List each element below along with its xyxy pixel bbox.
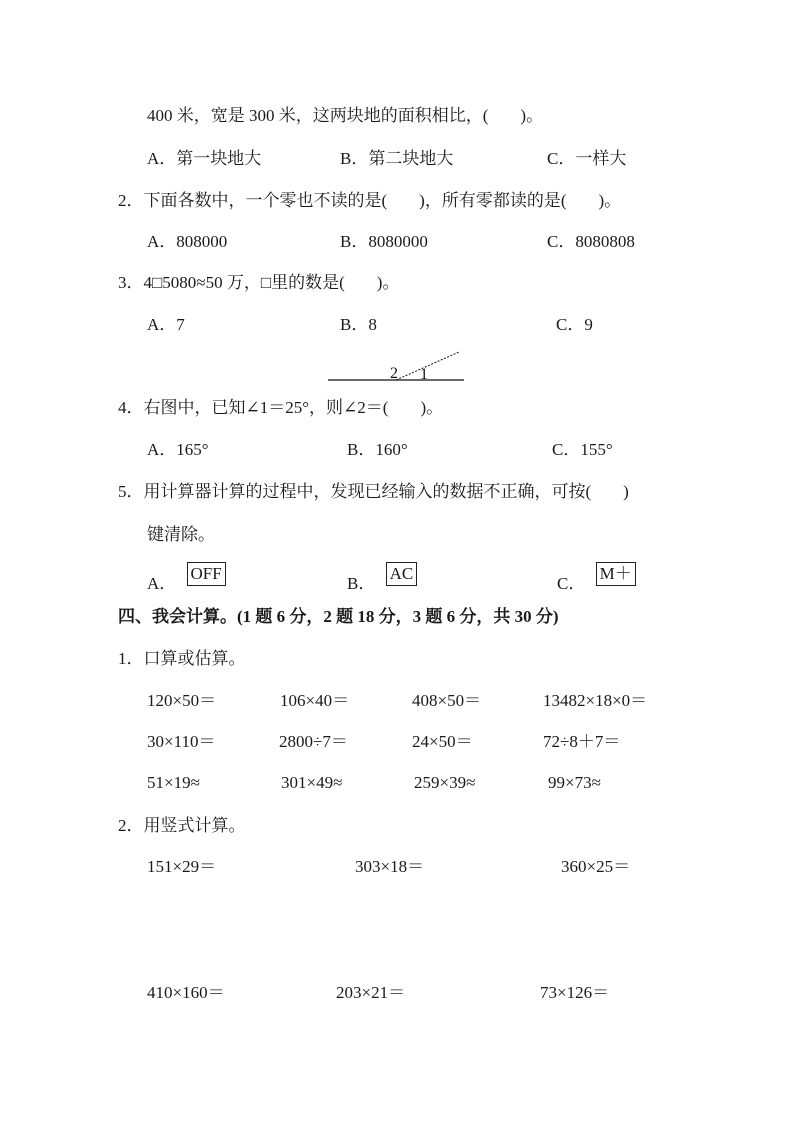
part2-item: 203×21＝ [336, 983, 406, 1002]
part2-item: 73×126＝ [540, 983, 610, 1002]
part1-item: 2800÷7＝ [279, 732, 348, 751]
q3-option-b[interactable]: B．8 [340, 315, 377, 334]
part1-title: 1．口算或估算。 [118, 649, 246, 668]
part2-item: 410×160＝ [147, 983, 225, 1002]
part1-item: 30×110＝ [147, 732, 216, 751]
q4-text-a: 右图中，已知∠1＝25°，则∠2＝( [143, 398, 389, 417]
q4-option-a[interactable]: A．165° [147, 440, 209, 459]
question-3 [118, 273, 399, 293]
q4-option-c[interactable]: C．155° [552, 440, 613, 459]
part1-item: 51×19≈ [147, 773, 200, 792]
q1-continuation [147, 106, 543, 126]
q2-text-c: )。 [598, 191, 622, 210]
q1-text-end: )。 [520, 106, 544, 125]
q3-text-b: )。 [376, 273, 400, 292]
q5-text-a: 用计算器计算的过程中，发现已经输入的数据不正确，可按( [143, 482, 592, 501]
question-number: 2． [118, 191, 144, 210]
option-prefix: B． [347, 574, 376, 593]
question-number: 4． [118, 398, 144, 417]
q3-option-c[interactable]: C．9 [556, 315, 593, 334]
key-mplus-icon: M＋ [596, 562, 636, 586]
q2-text-b: )，所有零都读的是( [419, 191, 567, 210]
part1-item: 72÷8＋7＝ [543, 732, 621, 751]
q4-text-b: )。 [420, 398, 444, 417]
q1-text: 400 米，宽是 300 米，这两块地的面积相比，( [147, 106, 489, 125]
q2-option-c[interactable]: C．8080808 [547, 232, 635, 251]
q5-text-b: ) [623, 482, 629, 501]
part1-item: 120×50＝ [147, 691, 217, 710]
part2-item: 303×18＝ [355, 857, 425, 876]
part1-item: 259×39≈ [414, 773, 476, 792]
q5-option-a[interactable] [147, 564, 226, 593]
q2-option-a[interactable]: A．808000 [147, 232, 228, 251]
q1-option-b[interactable]: B．第二块地大 [340, 149, 454, 168]
q2-text-a: 下面各数中，一个零也不读的是( [143, 191, 388, 210]
q5-option-c[interactable] [557, 564, 636, 593]
key-off-icon: OFF [187, 562, 226, 586]
angle-label-1: 1 [420, 366, 428, 383]
part2-title: 2．用竖式计算。 [118, 816, 246, 835]
q5-text-line2: 键清除。 [147, 525, 215, 544]
angle-label-2: 2 [390, 365, 398, 382]
q1-option-a[interactable]: A．第一块地大 [147, 149, 262, 168]
question-number: 3． [118, 273, 144, 292]
q3-option-a[interactable]: A．7 [147, 315, 185, 334]
q1-option-c[interactable]: C．一样大 [547, 149, 627, 168]
question-5 [118, 482, 629, 502]
part2-item: 151×29＝ [147, 857, 217, 876]
part2-item: 360×25＝ [561, 857, 631, 876]
angle-figure [326, 348, 468, 384]
option-prefix: A． [147, 574, 177, 593]
q2-option-b[interactable]: B．8080000 [340, 232, 428, 251]
part1-item: 106×40＝ [280, 691, 350, 710]
part1-item: 301×49≈ [281, 773, 343, 792]
part1-item: 408×50＝ [412, 691, 482, 710]
part1-item: 99×73≈ [548, 773, 601, 792]
q4-option-b[interactable]: B．160° [347, 440, 408, 459]
question-2 [118, 191, 621, 211]
part1-item: 24×50＝ [412, 732, 473, 751]
question-number: 5． [118, 482, 144, 501]
section-heading: 四、我会计算。(1 题 6 分，2 题 18 分，3 题 6 分，共 30 分) [118, 607, 559, 626]
part1-item: 13482×18×0＝ [543, 691, 648, 710]
question-4 [118, 398, 443, 418]
q5-option-b[interactable] [347, 564, 417, 593]
key-ac-icon: AC [386, 562, 418, 586]
option-prefix: C． [557, 574, 586, 593]
q3-text-a: 4□5080≈50 万，□里的数是( [143, 273, 345, 292]
